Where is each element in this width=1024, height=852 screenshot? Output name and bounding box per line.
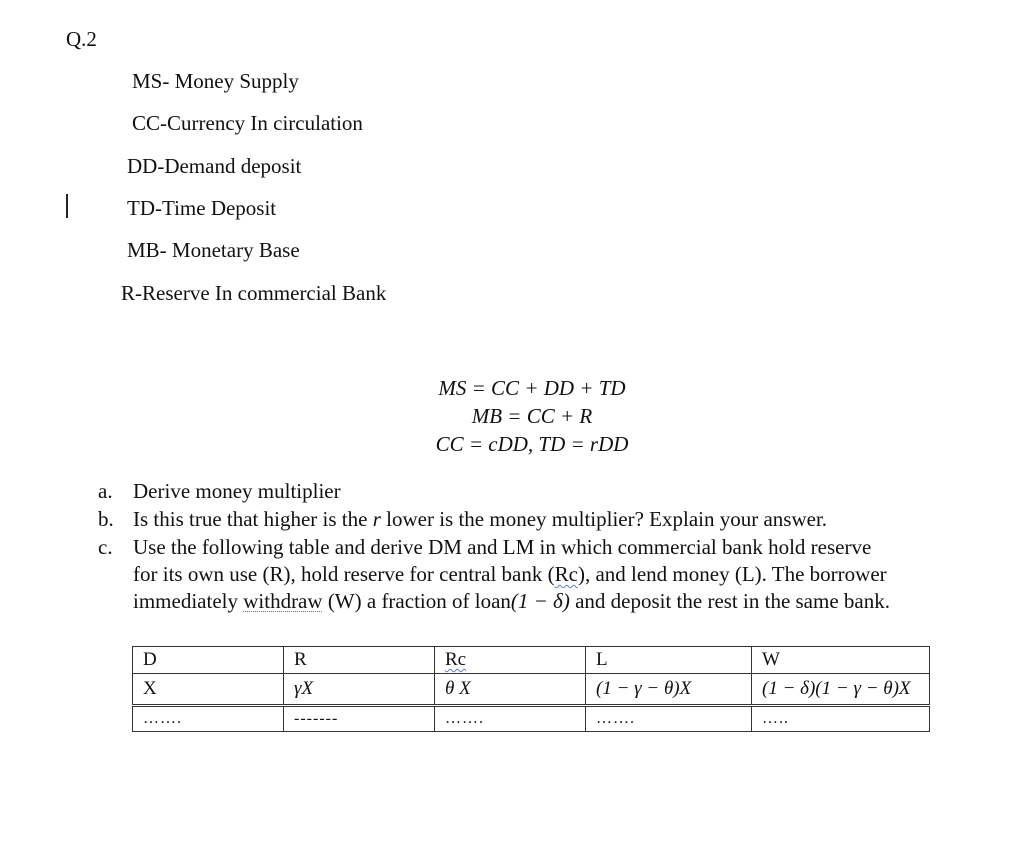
- question-c-line1: Use the following table and derive DM and LM in which commercial bank hold reserve: [133, 535, 872, 559]
- definition-r: R-Reserve In commercial Bank: [121, 281, 387, 305]
- table-cell: …….: [586, 706, 752, 732]
- table-cell: …..: [752, 706, 930, 732]
- table-cell: …….: [133, 706, 284, 732]
- definition-mb: MB- Monetary Base: [127, 238, 300, 262]
- text-cursor: [66, 194, 68, 218]
- definition-cc: CC-Currency In circulation: [132, 111, 363, 135]
- table-cell: X: [133, 674, 284, 706]
- definition-ms: MS- Money Supply: [132, 69, 299, 93]
- table-header-d: D: [133, 647, 284, 674]
- table-header-row: [133, 647, 930, 674]
- question-b-text: Is this true that higher is the r lower is the money multiplier? Explain your answer.: [133, 507, 828, 531]
- equation-monetary-base: MB = CC + R: [471, 404, 593, 428]
- variable-r: r: [372, 507, 381, 531]
- equation-money-supply: MS = CC + DD + TD: [438, 376, 626, 400]
- definition-dd: DD-Demand deposit: [127, 154, 302, 178]
- table-cell: θ X: [435, 674, 586, 706]
- question-a-marker: a.: [98, 479, 113, 503]
- table-header-r: R: [284, 647, 435, 674]
- rc-misspelled-word: Rc: [554, 562, 578, 586]
- table-cell: (1 − γ − θ)X: [586, 674, 752, 706]
- table-header-rc: Rc: [435, 647, 586, 674]
- definition-td: TD-Time Deposit: [127, 196, 277, 220]
- question-c-marker: c.: [98, 535, 113, 559]
- formula-one-minus-delta: (1 − δ): [510, 589, 570, 613]
- question-a-text: Derive money multiplier: [133, 479, 341, 503]
- table-cell: γX: [284, 674, 435, 706]
- equation-ratios: CC = cDD, TD = rDD: [435, 432, 629, 456]
- table-cell: (1 − δ)(1 − γ − θ)X: [752, 674, 930, 706]
- table-cell: …….: [435, 706, 586, 732]
- question-c-line2: for its own use (R), hold reserve for central bank (Rc), and lend money (L). The borrower: [133, 562, 887, 586]
- question-b-marker: b.: [98, 507, 114, 531]
- withdraw-grammar-word: withdraw: [243, 589, 323, 613]
- table-row: [133, 706, 930, 732]
- question-number: Q.2: [66, 27, 97, 51]
- table-header-l: L: [586, 647, 752, 674]
- table-cell: -------: [284, 706, 435, 732]
- question-c-line3: immediately withdraw (W) a fraction of loan(1 − δ) and deposit the rest in the same bank.: [133, 589, 890, 613]
- loan-table: [132, 646, 930, 732]
- table-header-w: W: [752, 647, 930, 674]
- table-row: [133, 674, 930, 706]
